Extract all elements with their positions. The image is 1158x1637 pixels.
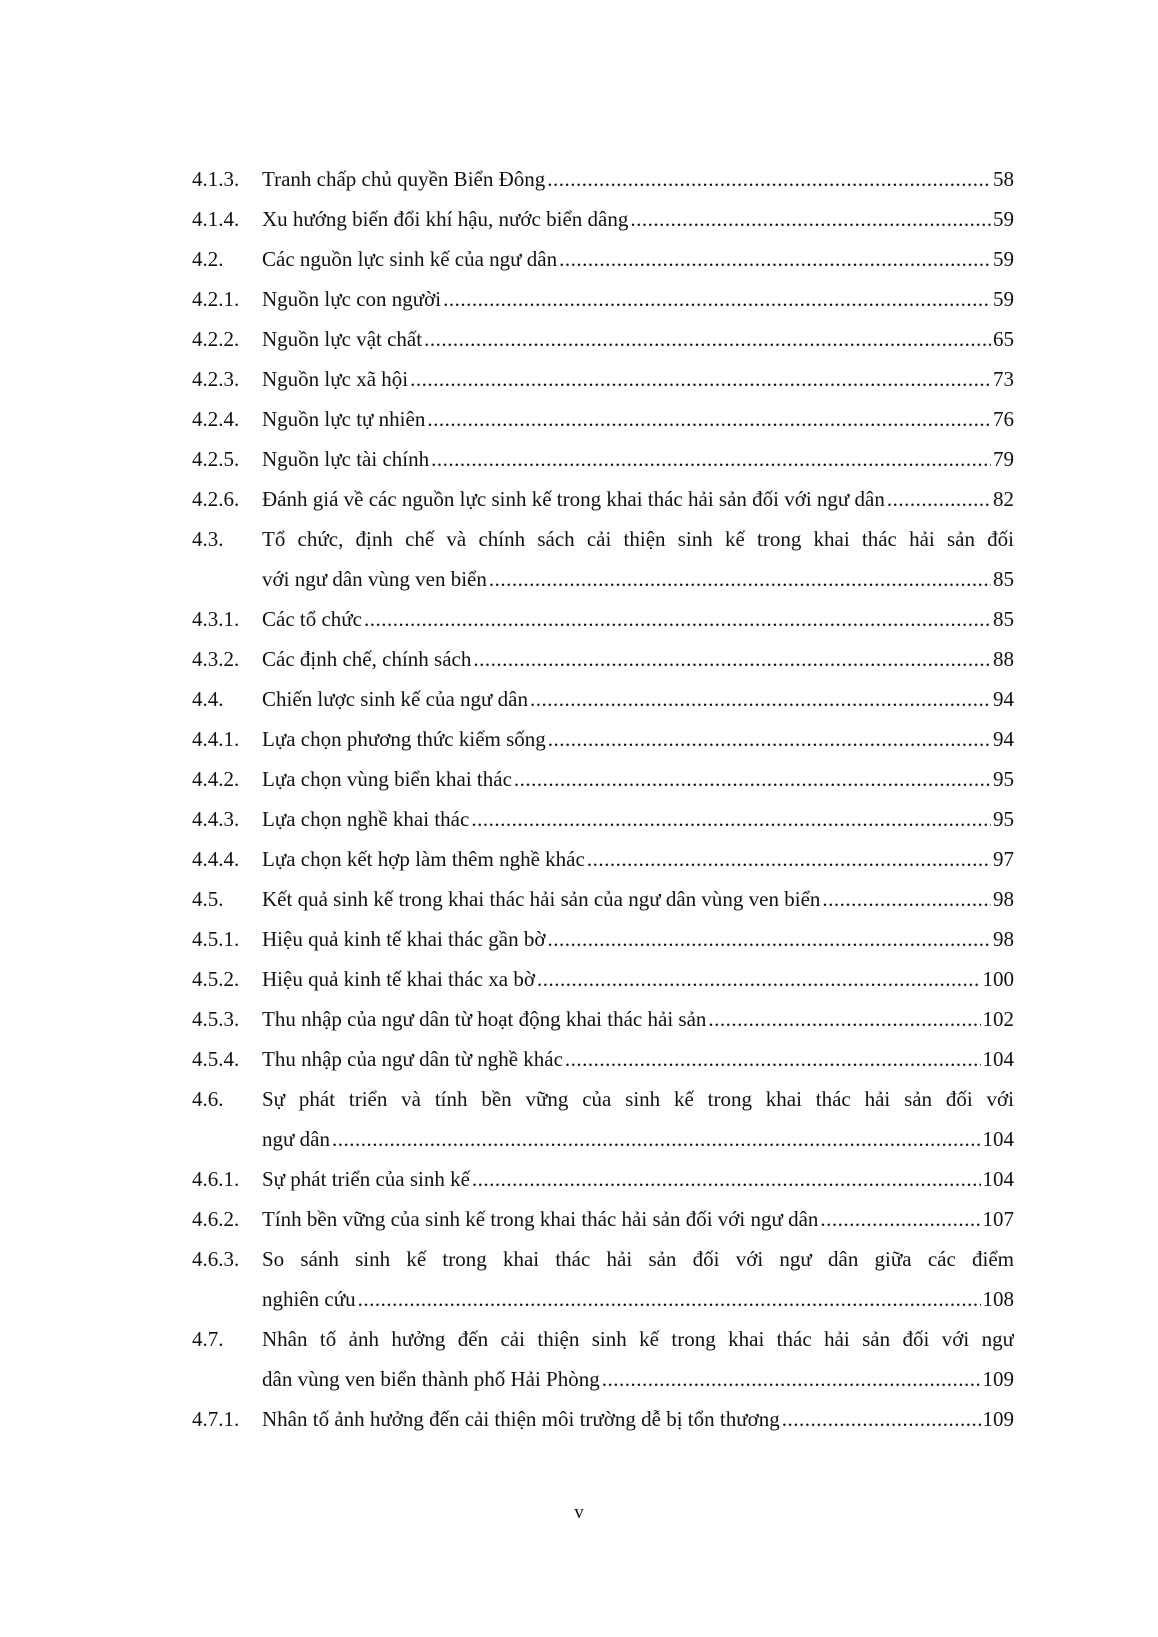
toc-entry-title: Tranh chấp chủ quyền Biển Đông bbox=[262, 167, 546, 191]
toc-entry-number: 4.6. bbox=[192, 1087, 224, 1111]
toc-entry-number: 4.6.3. bbox=[192, 1247, 240, 1271]
toc-entry-title: Các nguồn lực sinh kế của ngư dân bbox=[262, 247, 558, 271]
toc-entry-page: 58 bbox=[993, 167, 1014, 191]
toc-entry-title: Các định chế, chính sách bbox=[262, 647, 472, 671]
toc-entry-page: 59 bbox=[993, 247, 1014, 271]
toc-entry-title: với ngư dân vùng ven biển bbox=[262, 567, 487, 591]
toc-entry-number: 4.5. bbox=[192, 887, 224, 911]
toc-entry-number: 4.4.3. bbox=[192, 807, 240, 831]
toc-entry bbox=[192, 559, 1014, 599]
toc-entry bbox=[192, 879, 1014, 919]
dot-leader bbox=[427, 399, 991, 439]
toc-entry-title: So sánh sinh kế trong khai thác hải sản đối với ngư dân giữa các điểm bbox=[262, 1247, 1014, 1271]
toc-entry-title: Lựa chọn kết hợp làm thêm nghề khác bbox=[262, 847, 585, 871]
toc-entry-title: Lựa chọn nghề khai thác bbox=[262, 807, 470, 831]
toc-entry-page: 94 bbox=[993, 687, 1014, 711]
toc-entry-title: Thu nhập của ngư dân từ nghề khác bbox=[262, 1047, 563, 1071]
dot-leader bbox=[547, 919, 991, 959]
toc-entry-page: 94 bbox=[993, 727, 1014, 751]
toc-entry-page: 88 bbox=[993, 647, 1014, 671]
toc-entry-page: 97 bbox=[993, 847, 1014, 871]
toc-entry-number: 4.7. bbox=[192, 1327, 224, 1351]
toc-entry-number: 4.4.4. bbox=[192, 847, 240, 871]
toc-entry-number: 4.2.5. bbox=[192, 447, 240, 471]
toc-entry-line bbox=[192, 1239, 1014, 1279]
dot-leader bbox=[708, 999, 980, 1039]
toc-entry bbox=[192, 639, 1014, 679]
toc-entry-title: Nguồn lực tài chính bbox=[262, 447, 430, 471]
dot-leader bbox=[887, 479, 991, 519]
toc-entry bbox=[192, 1279, 1014, 1319]
dot-leader bbox=[358, 1279, 981, 1319]
toc-entry-number: 4.1.3. bbox=[192, 167, 240, 191]
toc-entry-title: Hiệu quả kinh tế khai thác xa bờ bbox=[262, 967, 535, 991]
toc-entry-page: 107 bbox=[982, 1207, 1014, 1231]
dot-leader bbox=[364, 599, 991, 639]
toc-entry-page: 76 bbox=[993, 407, 1014, 431]
dot-leader bbox=[514, 759, 991, 799]
dot-leader bbox=[410, 359, 991, 399]
toc-entry-title: Thu nhập của ngư dân từ hoạt động khai thác hải sản bbox=[262, 1007, 707, 1031]
toc-entry bbox=[192, 319, 1014, 359]
toc-entry bbox=[192, 959, 1014, 999]
toc-entry-title: Kết quả sinh kế trong khai thác hải sản của ngư dân vùng ven biển bbox=[262, 887, 821, 911]
toc-entry-number: 4.5.2. bbox=[192, 967, 240, 991]
toc-entry-title: Nguồn lực vật chất bbox=[262, 327, 423, 351]
toc-entry bbox=[192, 239, 1014, 279]
toc-entry bbox=[192, 159, 1014, 199]
toc-entry-page: 104 bbox=[982, 1047, 1014, 1071]
toc-entry-title: Tính bền vững của sinh kế trong khai thác hải sản đối với ngư dân bbox=[262, 1207, 819, 1231]
toc-entry bbox=[192, 759, 1014, 799]
toc-entry-page: 95 bbox=[993, 807, 1014, 831]
toc-entry-number: 4.2.2. bbox=[192, 327, 240, 351]
toc-entry-page: 85 bbox=[993, 607, 1014, 631]
toc-entry-page: 104 bbox=[982, 1127, 1014, 1151]
dot-leader bbox=[530, 679, 991, 719]
toc-entry-title: Xu hướng biến đổi khí hậu, nước biển dâng bbox=[262, 207, 629, 231]
dot-leader bbox=[548, 719, 991, 759]
toc-entry bbox=[192, 359, 1014, 399]
toc-entry bbox=[192, 919, 1014, 959]
toc-entry-title: Nguồn lực xã hội bbox=[262, 367, 409, 391]
toc-entry-number: 4.5.1. bbox=[192, 927, 240, 951]
toc-entry-title: Lựa chọn phương thức kiếm sống bbox=[262, 727, 546, 751]
dot-leader bbox=[471, 799, 991, 839]
dot-leader bbox=[630, 199, 991, 239]
toc-entry-number: 4.7.1. bbox=[192, 1407, 240, 1431]
toc-entry-number: 4.2. bbox=[192, 247, 224, 271]
dot-leader bbox=[537, 959, 981, 999]
toc-entry-page: 95 bbox=[993, 767, 1014, 791]
toc-entry bbox=[192, 599, 1014, 639]
dot-leader bbox=[547, 159, 991, 199]
toc-entry-page: 59 bbox=[993, 287, 1014, 311]
toc-entry-page: 108 bbox=[982, 1287, 1014, 1311]
toc-entry-page: 104 bbox=[982, 1167, 1014, 1191]
toc-entry-number: 4.3.1. bbox=[192, 607, 240, 631]
toc-entry-number: 4.6.1. bbox=[192, 1167, 240, 1191]
toc-entry-page: 100 bbox=[982, 967, 1014, 991]
toc-entry bbox=[192, 399, 1014, 439]
toc-entry-number: 4.1.4. bbox=[192, 207, 240, 231]
toc-entry-title: Các tổ chức bbox=[262, 607, 363, 631]
toc-entry bbox=[192, 279, 1014, 319]
toc-entry bbox=[192, 479, 1014, 519]
toc-entry-title: Hiệu quả kinh tế khai thác gần bờ bbox=[262, 927, 546, 951]
toc-entry-title: Chiến lược sinh kế của ngư dân bbox=[262, 687, 528, 711]
toc-entry-number: 4.2.4. bbox=[192, 407, 240, 431]
toc-entry-line bbox=[192, 1079, 1014, 1119]
toc-entry-page: 65 bbox=[993, 327, 1014, 351]
toc-entry bbox=[192, 1119, 1014, 1159]
toc-entry bbox=[192, 1399, 1014, 1439]
toc-entry-number: 4.5.4. bbox=[192, 1047, 240, 1071]
dot-leader bbox=[820, 1199, 980, 1239]
toc-entry bbox=[192, 839, 1014, 879]
toc-entry-page: 79 bbox=[993, 447, 1014, 471]
toc-entry-number: 4.5.3. bbox=[192, 1007, 240, 1031]
toc-entry bbox=[192, 1159, 1014, 1199]
toc-entry-title: Nhân tố ảnh hưởng đến cải thiện môi trường dễ bị tổn thương bbox=[262, 1407, 780, 1431]
toc-entry-title: Đánh giá về các nguồn lực sinh kế trong khai thác hải sản đối với ngư dân bbox=[262, 487, 885, 511]
toc-entry bbox=[192, 679, 1014, 719]
toc-entry-line bbox=[192, 519, 1014, 559]
toc-entry-number: 4.4.2. bbox=[192, 767, 240, 791]
toc-entry-title: Sự phát triển của sinh kế bbox=[262, 1167, 470, 1191]
toc-entry-title: Tổ chức, định chế và chính sách cải thiện sinh kế trong khai thác hải sản đối bbox=[262, 527, 1014, 551]
dot-leader bbox=[822, 879, 991, 919]
toc-entry-title: ngư dân bbox=[262, 1127, 330, 1151]
dot-leader bbox=[587, 839, 991, 879]
dot-leader bbox=[443, 279, 991, 319]
toc-entry-number: 4.2.1. bbox=[192, 287, 240, 311]
toc-entry-title: Sự phát triển và tính bền vững của sinh kế trong khai thác hải sản đối với bbox=[262, 1087, 1014, 1111]
toc-entry-title: dân vùng ven biển thành phố Hải Phòng bbox=[262, 1367, 600, 1391]
page-number: v bbox=[574, 1502, 584, 1523]
toc-entry-page: 59 bbox=[993, 207, 1014, 231]
dot-leader bbox=[473, 639, 991, 679]
dot-leader bbox=[431, 439, 991, 479]
toc-entry-title: nghiên cứu bbox=[262, 1287, 356, 1311]
toc-entry-title: Lựa chọn vùng biển khai thác bbox=[262, 767, 512, 791]
toc-entry bbox=[192, 999, 1014, 1039]
toc-entry bbox=[192, 439, 1014, 479]
dot-leader bbox=[489, 559, 991, 599]
toc-entry-number: 4.3.2. bbox=[192, 647, 240, 671]
toc-entry bbox=[192, 1359, 1014, 1399]
toc-entry-page: 109 bbox=[982, 1407, 1014, 1431]
toc-entry-number: 4.3. bbox=[192, 527, 224, 551]
toc-entry-title: Nguồn lực tự nhiên bbox=[262, 407, 426, 431]
toc-entry bbox=[192, 1199, 1014, 1239]
dot-leader bbox=[559, 239, 991, 279]
toc-entry bbox=[192, 799, 1014, 839]
dot-leader bbox=[602, 1359, 981, 1399]
toc-entry-number: 4.2.3. bbox=[192, 367, 240, 391]
toc-entry-title: Nguồn lực con người bbox=[262, 287, 442, 311]
toc-entry-line bbox=[192, 1319, 1014, 1359]
dot-leader bbox=[782, 1399, 981, 1439]
toc-entry-page: 73 bbox=[993, 367, 1014, 391]
toc-entry-number: 4.2.6. bbox=[192, 487, 240, 511]
toc-entry-page: 102 bbox=[982, 1007, 1014, 1031]
dot-leader bbox=[565, 1039, 981, 1079]
toc-entry-page: 98 bbox=[993, 887, 1014, 911]
toc-entry-page: 82 bbox=[993, 487, 1014, 511]
toc-entry-number: 4.4.1. bbox=[192, 727, 240, 751]
toc-entry-title: Nhân tố ảnh hưởng đến cải thiện sinh kế trong khai thác hải sản đối với ngư bbox=[262, 1327, 1014, 1351]
dot-leader bbox=[424, 319, 991, 359]
toc-entry bbox=[192, 199, 1014, 239]
dot-leader bbox=[332, 1119, 981, 1159]
toc-entry-number: 4.6.2. bbox=[192, 1207, 240, 1231]
toc-entry-page: 85 bbox=[993, 567, 1014, 591]
toc-entry-page: 109 bbox=[982, 1367, 1014, 1391]
toc-entry bbox=[192, 719, 1014, 759]
toc-entry-number: 4.4. bbox=[192, 687, 224, 711]
dot-leader bbox=[472, 1159, 981, 1199]
toc-entry-page: 98 bbox=[993, 927, 1014, 951]
toc-entry bbox=[192, 1039, 1014, 1079]
table-of-contents bbox=[192, 159, 1014, 1439]
